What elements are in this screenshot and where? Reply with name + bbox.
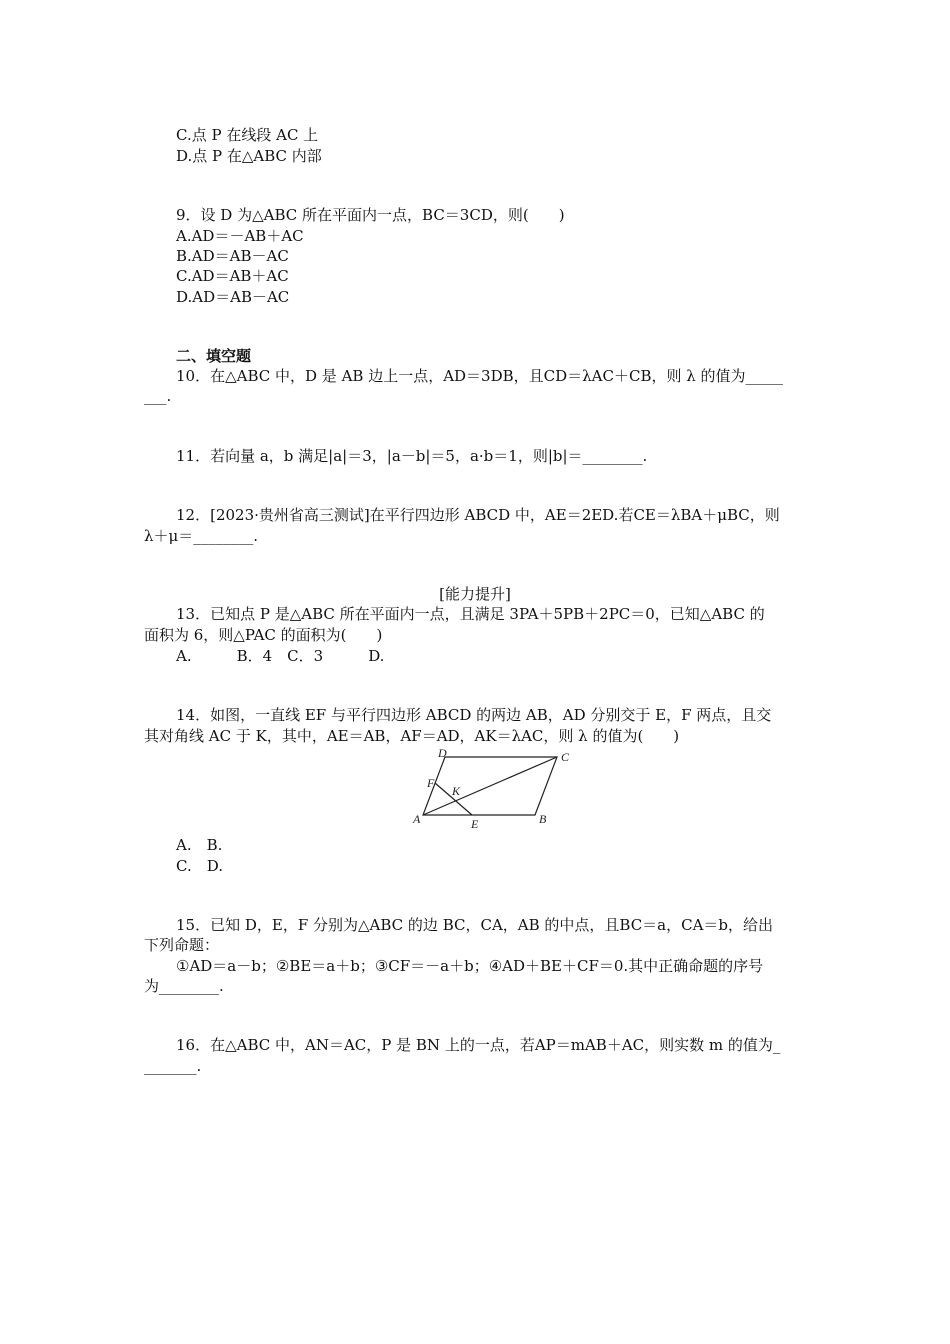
parallelogram-figure <box>405 745 580 833</box>
q8-option-d: D.点 P 在△ABC 内部 <box>176 147 322 165</box>
q9-option-b: B.AD＝AB－AC <box>176 247 289 265</box>
q9-stem: 9．设 D 为△ABC 所在平面内一点，BC＝3CD，则( ) <box>176 206 565 224</box>
label-c: C <box>561 750 570 764</box>
q15-line4: 为________. <box>144 977 224 995</box>
q15-line3: ①AD＝a－b；②BE＝a＋b；③CF＝－a＋b；④AD＋BE＋CF＝0.其中正确命题的序号 <box>176 957 764 975</box>
label-d: D <box>438 746 447 760</box>
section-fill-in-title: 二、填空题 <box>176 347 252 365</box>
q15-line1: 15．已知 D，E，F 分别为△ABC 的边 BC，CA，AB 的中点，且BC＝a，CA＝b，给出 <box>176 916 774 934</box>
q13-line1: 13．已知点 P 是△ABC 所在平面内一点，且满足 3PA＋5PB＋2PC＝0，已知△ABC 的 <box>176 605 765 623</box>
q14-line1: 14．如图，一直线 EF 与平行四边形 ABCD 的两边 AB，AD 分别交于 E，F 两点，且交 <box>176 706 772 724</box>
q10-line1: 10．在△ABC 中，D 是 AB 边上一点，AD＝3DB，且CD＝λAC＋CB，则 λ 的值为_____ <box>176 367 784 385</box>
label-b: B <box>539 812 547 826</box>
q9-option-c: C.AD＝AB＋AC <box>176 267 289 285</box>
label-f: F <box>427 776 435 790</box>
q12-line1: 12．[2023·贵州省高三测试]在平行四边形 ABCD 中，AE＝2ED.若CE＝λBA＋μBC，则 <box>176 506 780 524</box>
q13-line2: 面积为 6，则△PAC 的面积为( ) <box>144 626 383 644</box>
label-k: K <box>452 784 461 798</box>
q11-line1: 11．若向量 a，b 满足|a|＝3，|a－b|＝5，a·b＝1，则|b|＝________. <box>176 447 648 465</box>
label-a: A <box>413 812 421 826</box>
q10-line2: ___. <box>144 387 172 405</box>
q14-line2: 其对角线 AC 于 K，其中，AE＝AB，AF＝AD，AK＝λAC，则 λ 的值为( ) <box>144 727 680 745</box>
section-ability-title: [能力提升] <box>439 585 511 603</box>
q13-options: A. B．4 C．3 D. <box>176 647 385 665</box>
q14-options-cd: C. D. <box>176 857 223 875</box>
q15-line2: 下列命题： <box>144 936 220 954</box>
q12-line2: λ＋μ＝________. <box>144 527 259 545</box>
q9-option-d: D.AD＝AB－AC <box>176 288 290 306</box>
q9-option-a: A.AD＝－AB＋AC <box>176 227 304 245</box>
q16-line1: 16．在△ABC 中，AN＝AC，P 是 BN 上的一点，若AP＝mAB＋AC，则实数 m 的值为_ <box>176 1036 781 1054</box>
q8-option-c: C.点 P 在线段 AC 上 <box>176 126 319 144</box>
label-e: E <box>471 817 479 831</box>
q16-line2: _______. <box>144 1057 202 1075</box>
q14-options-ab: A. B. <box>176 836 223 854</box>
diagonal-ac <box>423 757 557 815</box>
